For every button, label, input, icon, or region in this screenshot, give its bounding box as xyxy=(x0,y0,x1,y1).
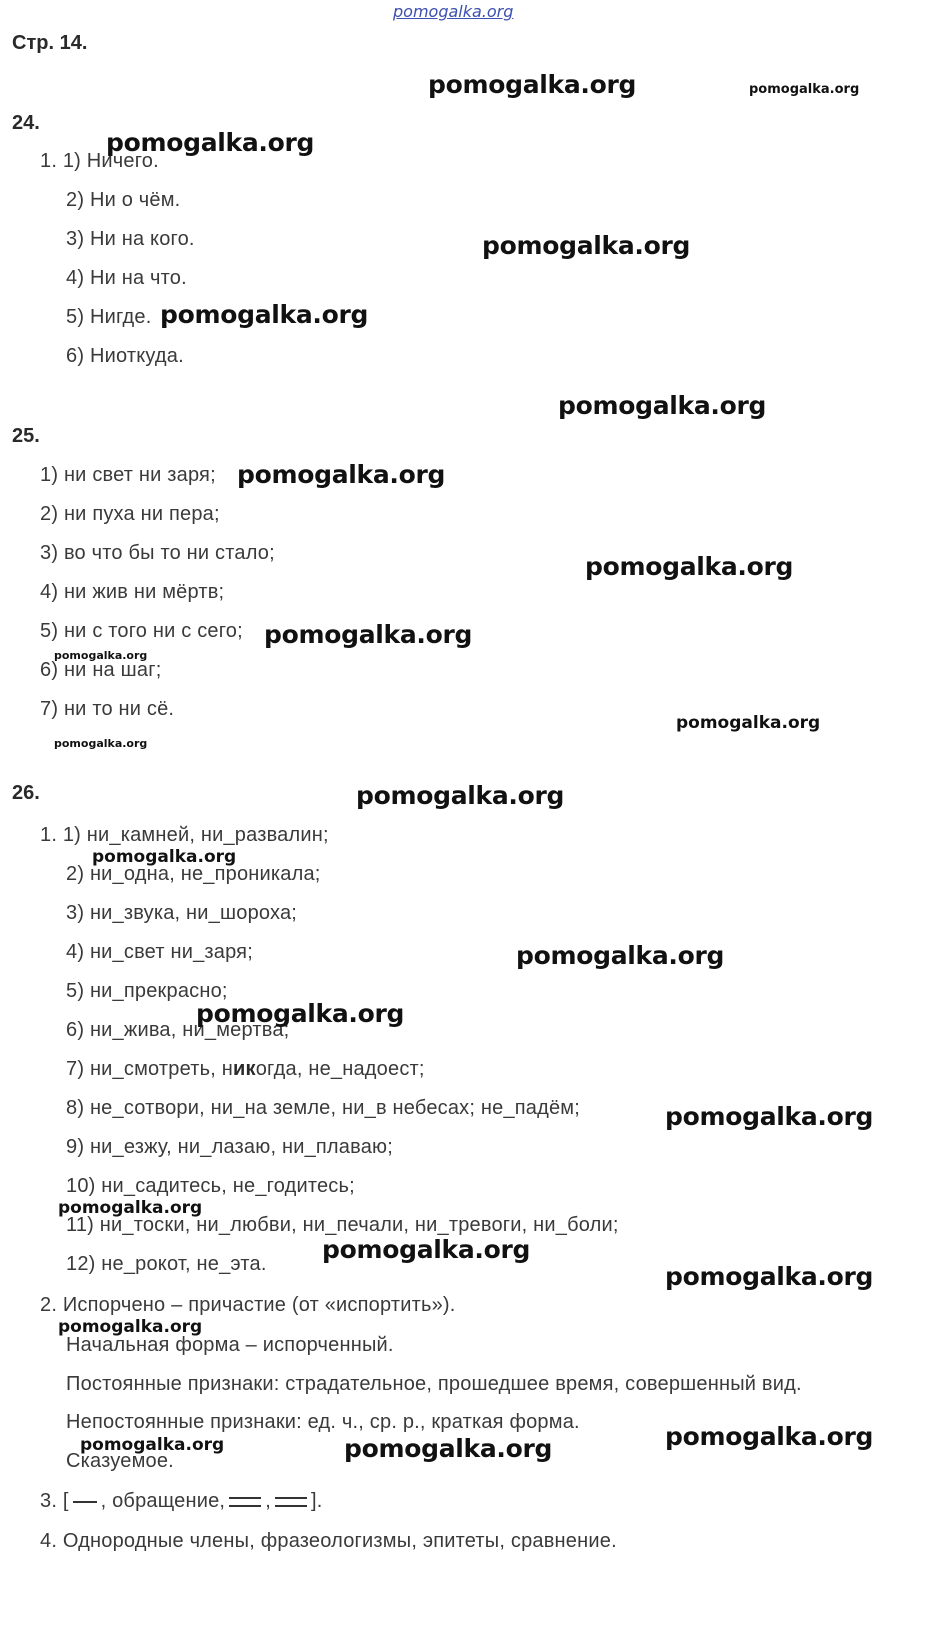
task-25-line-4: 4) ни жив ни мёртв; xyxy=(40,581,225,603)
line-7-part-a: 7) ни_смотреть, н xyxy=(66,1058,233,1080)
watermark: pomogalka.org xyxy=(58,1198,203,1218)
watermark: pomogalka.org xyxy=(264,620,473,649)
task-24-line-5: 5) Нигде. xyxy=(66,306,152,328)
constant-features-line: Постоянные признаки: страдательное, прошедшее время, совершенный вид. xyxy=(66,1373,802,1395)
scheme-mid: , обращение, xyxy=(100,1490,226,1512)
watermark: pomogalka.org xyxy=(482,231,691,260)
subject-dash-icon xyxy=(73,1501,97,1503)
task-26-part-2: 2. Испорчено – причастие (от «испортить»). xyxy=(40,1294,456,1316)
initial-form-line: Начальная форма – испорченный. xyxy=(66,1334,394,1356)
watermark: pomogalka.org xyxy=(322,1235,531,1264)
predicate-line-icon xyxy=(229,1497,261,1507)
watermark: pomogalka.org xyxy=(237,460,446,489)
watermark: pomogalka.org xyxy=(516,941,725,970)
task-25-line-1: 1) ни свет ни заря; xyxy=(40,464,216,486)
line-7-bold-part: ик xyxy=(233,1058,256,1080)
watermark: pomogalka.org xyxy=(160,300,369,329)
watermark: pomogalka.org xyxy=(356,781,565,810)
watermark: pomogalka.org xyxy=(676,713,821,733)
task-25-line-6: 6) ни на шаг; xyxy=(40,659,162,681)
watermark: pomogalka.org xyxy=(54,737,148,750)
line-7-part-c: огда, не_надоест; xyxy=(255,1058,425,1080)
watermark: pomogalka.org xyxy=(558,391,767,420)
task-26-line-1: 1. 1) ни_камней, ни_развалин; xyxy=(40,824,329,846)
task-26-line-8: 8) не_сотвори, ни_на земле, ни_в небесах; не_падём; xyxy=(66,1097,581,1119)
watermark: pomogalka.org xyxy=(80,1435,225,1455)
watermark: pomogalka.org xyxy=(428,70,637,99)
task-26-line-3: 3) ни_звука, ни_шороха; xyxy=(66,902,298,924)
task-26-line-5: 5) ни_прекрасно; xyxy=(66,980,228,1002)
watermark: pomogalka.org xyxy=(54,649,148,662)
task-24-line-2: 2) Ни о чём. xyxy=(66,189,181,211)
watermark: pomogalka.org xyxy=(749,82,860,97)
task-26-line-11: 11) ни_тоски, ни_любви, ни_печали, ни_тревоги, ни_боли; xyxy=(66,1214,619,1236)
task-26-line-9: 9) ни_езжу, ни_лазаю, ни_плаваю; xyxy=(66,1136,394,1158)
scheme-comma: , xyxy=(265,1490,271,1512)
variable-features-line: Непостоянные признаки: ед. ч., ср. р., краткая форма. xyxy=(66,1411,580,1433)
watermark: pomogalka.org xyxy=(58,1317,203,1337)
task-26-line-10: 10) ни_садитесь, не_годитесь; xyxy=(66,1175,355,1197)
site-link[interactable]: pomogalka.org xyxy=(393,2,514,21)
task-24-line-1: 1. 1) Ничего. xyxy=(40,150,159,172)
task-25-line-2: 2) ни пуха ни пера; xyxy=(40,503,220,525)
watermark: pomogalka.org xyxy=(106,128,315,157)
task-26-part-4: 4. Однородные члены, фразеологизмы, эпитеты, сравнение. xyxy=(40,1530,617,1552)
task-26-line-12: 12) не_рокот, не_эта. xyxy=(66,1253,267,1275)
task-25-line-7: 7) ни то ни сё. xyxy=(40,698,175,720)
syntax-role-line: Сказуемое. xyxy=(66,1450,174,1472)
task-25-number: 25. xyxy=(12,425,40,447)
task-26-line-4: 4) ни_свет ни_заря; xyxy=(66,941,253,963)
scheme-start: 3. [ xyxy=(40,1490,69,1512)
watermark: pomogalka.org xyxy=(665,1102,874,1131)
scheme-end: ]. xyxy=(310,1490,323,1512)
watermark: pomogalka.org xyxy=(92,847,237,867)
watermark: pomogalka.org xyxy=(585,552,794,581)
task-24-line-6: 6) Ниоткуда. xyxy=(66,345,184,367)
watermark: pomogalka.org xyxy=(665,1422,874,1451)
watermark: pomogalka.org xyxy=(344,1434,553,1463)
task-24-line-3: 3) Ни на кого. xyxy=(66,228,195,250)
task-26-line-2: 2) ни_одна, не_проникала; xyxy=(66,863,321,885)
page-title: Стр. 14. xyxy=(12,32,88,54)
task-25-line-3: 3) во что бы то ни стало; xyxy=(40,542,275,564)
task-26-line-7 xyxy=(66,1058,425,1081)
task-24-number: 24. xyxy=(12,112,40,134)
task-25-line-5: 5) ни с того ни с сего; xyxy=(40,620,243,642)
predicate-line-icon xyxy=(275,1497,307,1507)
task-26-line-6: 6) ни_жива, ни_мертва; xyxy=(66,1019,290,1041)
watermark: pomogalka.org xyxy=(665,1262,874,1291)
task-26-number: 26. xyxy=(12,782,40,804)
task-24-line-4: 4) Ни на что. xyxy=(66,267,187,289)
task-26-part-3-scheme xyxy=(40,1490,322,1513)
watermark: pomogalka.org xyxy=(196,999,405,1028)
